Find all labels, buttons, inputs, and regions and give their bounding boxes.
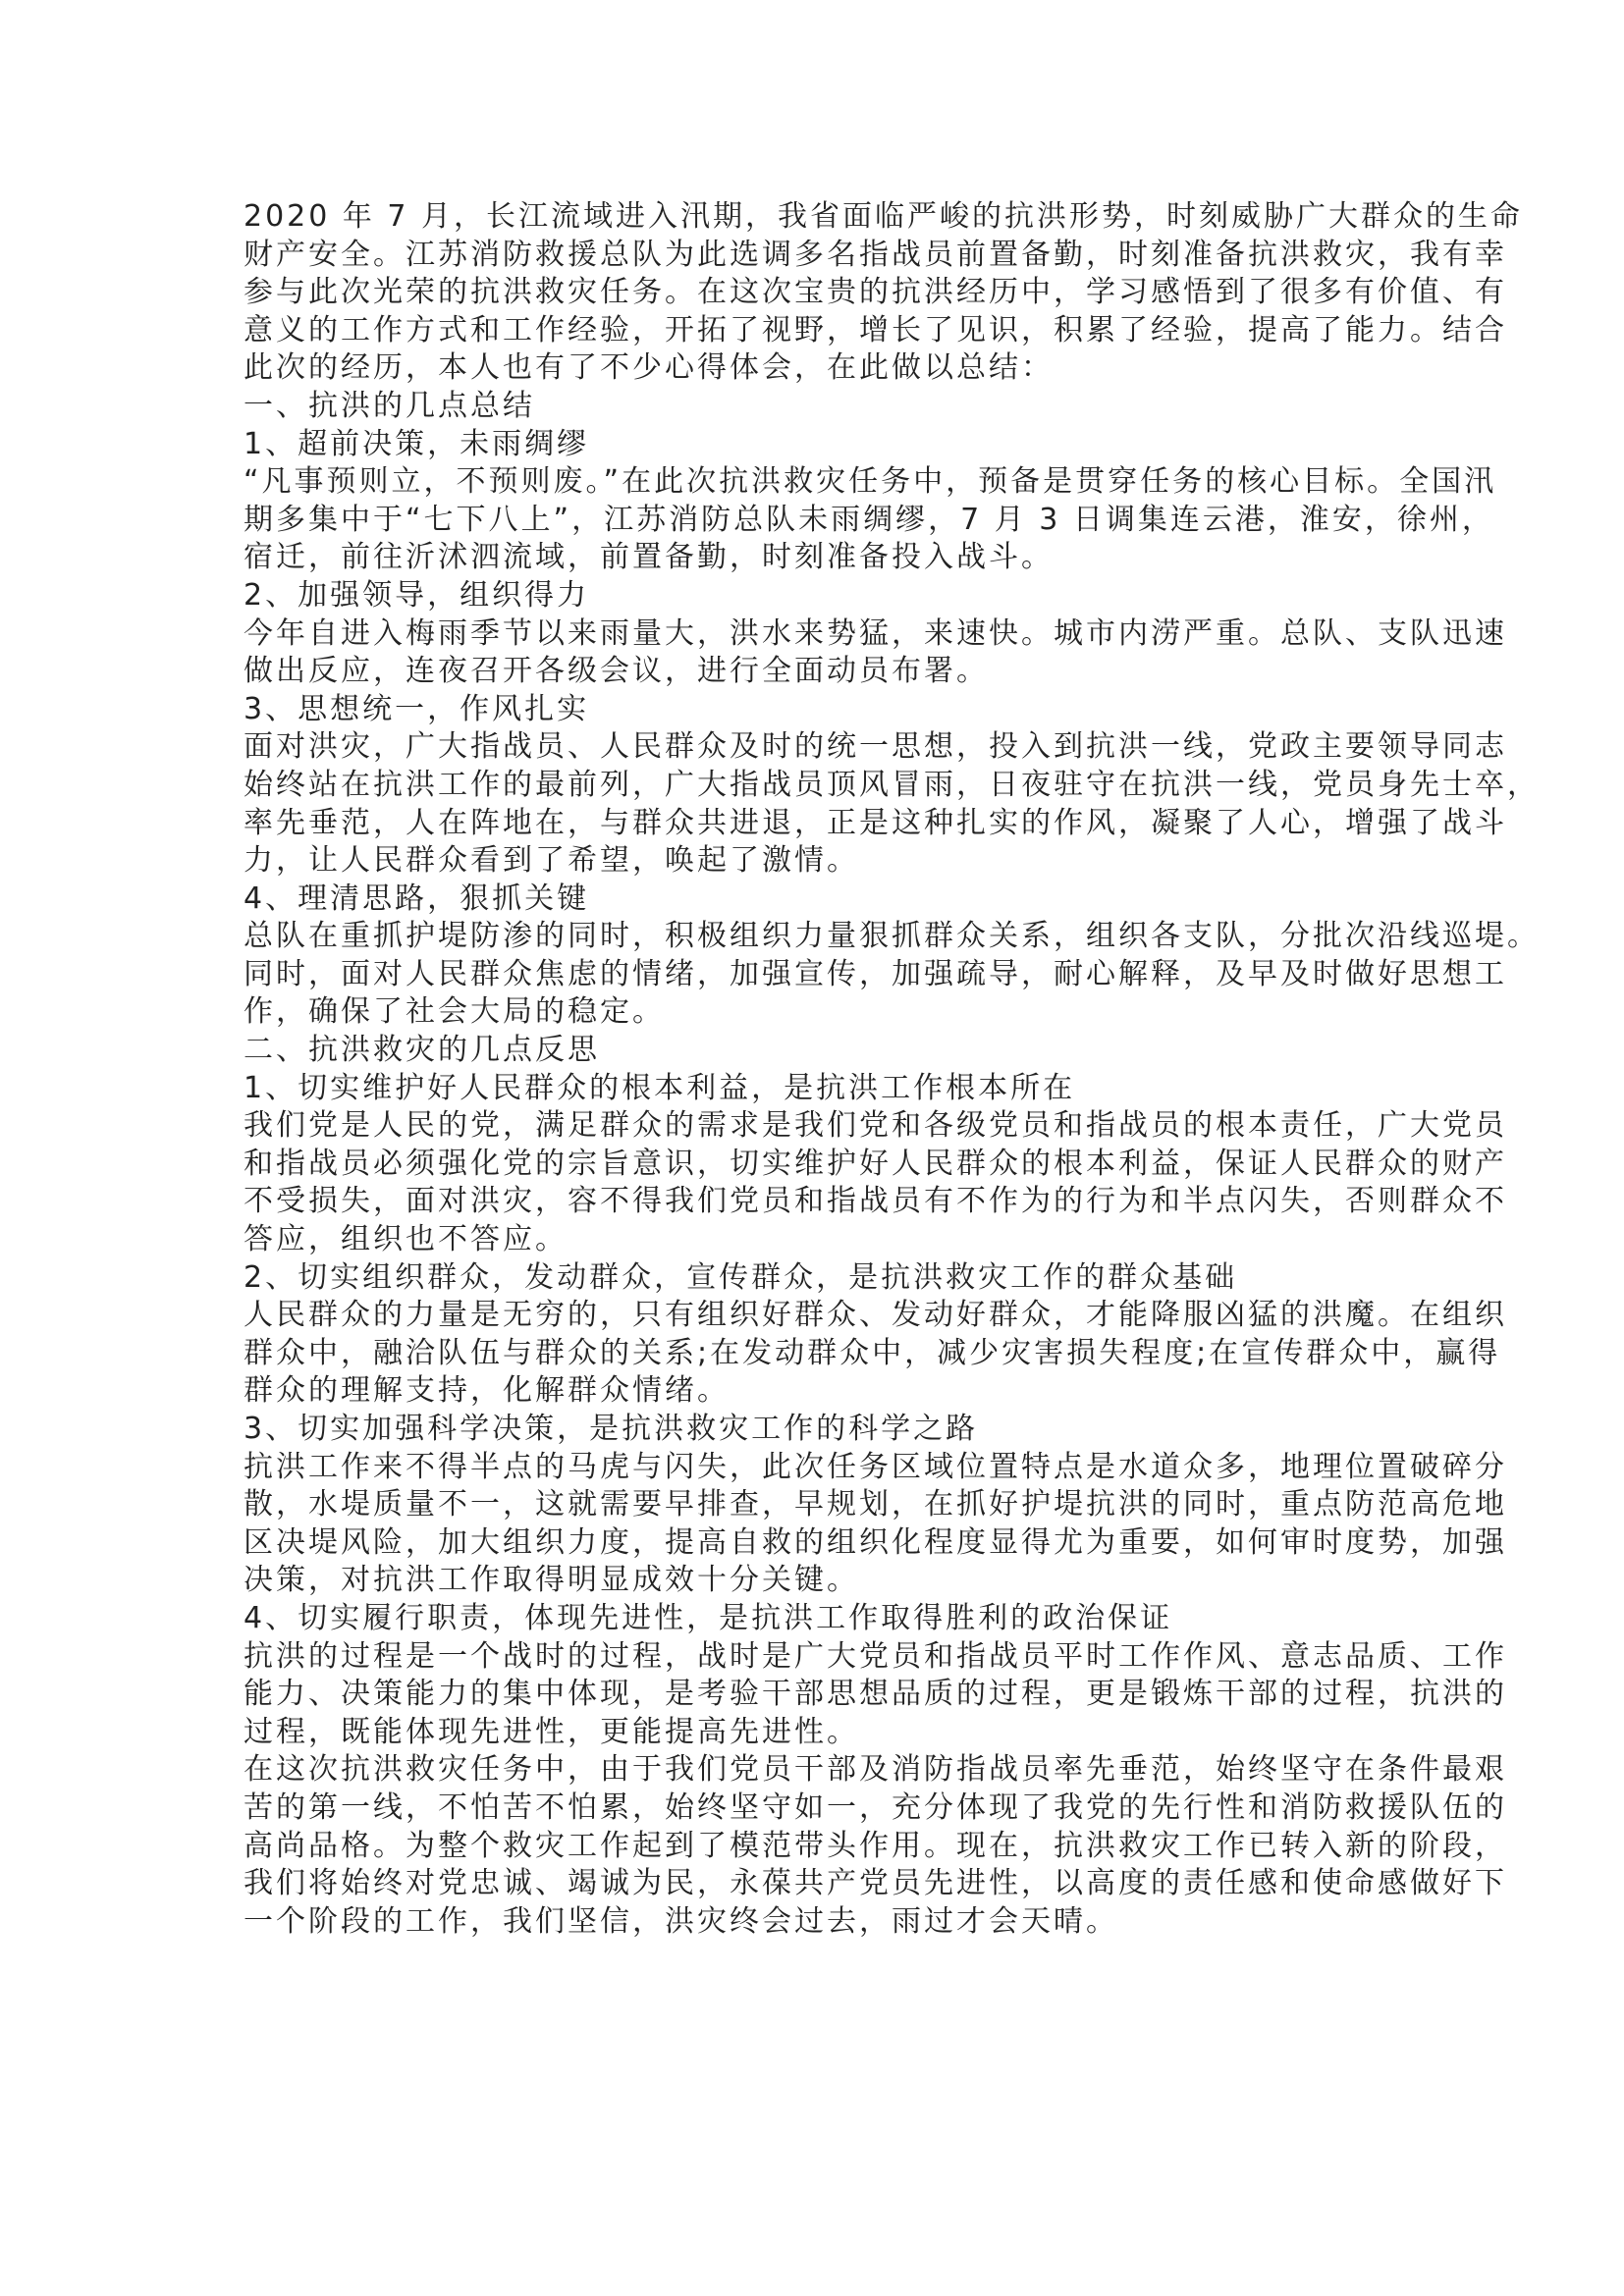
text-line: 期多集中于“七下八上”，江苏消防总队未雨绸缪，7 月 3 日调集连云港，淮安，徐州， bbox=[244, 502, 1494, 537]
text-line: 1、超前决策，未雨绸缪 bbox=[244, 426, 590, 461]
text-line: 3、切实加强科学决策，是抗洪救灾工作的科学之路 bbox=[244, 1412, 979, 1446]
text-line: 率先垂范，人在阵地在，与群众共进退，正是这种扎实的作风，凝聚了人心，增强了战斗 bbox=[244, 805, 1507, 840]
text-line: 力，让人民群众看到了希望，唤起了激情。 bbox=[244, 843, 859, 879]
text-line: 此次的经历，本人也有了不少心得体会，在此做以总结： bbox=[244, 350, 1054, 386]
text-line: 二、抗洪救灾的几点反思 bbox=[244, 1033, 600, 1068]
text-line: 今年自进入梅雨季节以来雨量大，洪水来势猛，来速快。城市内涝严重。总队、支队迅速 bbox=[244, 615, 1507, 651]
text-line: 群众中，融洽队伍与群众的关系;在发动群众中，减少灾害损失程度;在宣传群众中，赢得 bbox=[244, 1335, 1501, 1370]
text-line: 抗洪工作来不得半点的马虎与闪失，此次任务区域位置特点是水道众多，地理位置破碎分 bbox=[244, 1449, 1507, 1484]
text-line: 总队在重抓护堤防渗的同时，积极组织力量狠抓群众关系，组织各支队，分批次沿线巡堤。 bbox=[244, 919, 1540, 954]
text-line: 面对洪灾，广大指战员、人民群众及时的统一思想，投入到抗洪一线，党政主要领导同志 bbox=[244, 729, 1507, 765]
text-line: 意义的工作方式和工作经验，开拓了视野，增长了见识，积累了经验，提高了能力。结合 bbox=[244, 312, 1507, 347]
text-line: 2、切实组织群众，发动群众，宣传群众，是抗洪救灾工作的群众基础 bbox=[244, 1259, 1238, 1295]
text-line: 一、抗洪的几点总结 bbox=[244, 388, 535, 423]
text-line: 2020 年 7 月，长江流域进入汛期，我省面临严峻的抗洪形势，时刻威胁广大群众的生命 bbox=[244, 199, 1524, 234]
text-line: 始终站在抗洪工作的最前列，广大指战员顶风冒雨，日夜驻守在抗洪一线，党员身先士卒， bbox=[244, 767, 1540, 802]
text-line: 抗洪的过程是一个战时的过程，战时是广大党员和指战员平时工作作风、意志品质、工作 bbox=[244, 1638, 1507, 1674]
text-line: 作，确保了社会大局的稳定。 bbox=[244, 994, 665, 1030]
text-line: 苦的第一线，不怕苦不怕累，始终坚守如一，充分体现了我党的先行性和消防救援队伍的 bbox=[244, 1789, 1507, 1825]
text-line: 一个阶段的工作，我们坚信，洪灾终会过去，雨过才会天晴。 bbox=[244, 1903, 1118, 1939]
text-line: 财产安全。江苏消防救援总队为此选调多名指战员前置备勤，时刻准备抗洪救灾，我有幸 bbox=[244, 237, 1507, 272]
text-line: 过程，既能体现先进性，更能提高先进性。 bbox=[244, 1714, 859, 1749]
text-line: 答应，组织也不答应。 bbox=[244, 1222, 568, 1257]
text-line: 4、切实履行职责，体现先进性，是抗洪工作取得胜利的政治保证 bbox=[244, 1600, 1173, 1635]
text-line: 在这次抗洪救灾任务中，由于我们党员干部及消防指战员率先垂范，始终坚守在条件最艰 bbox=[244, 1752, 1507, 1788]
text-line: 同时，面对人民群众焦虑的情绪，加强宣传，加强疏导，耐心解释，及早及时做好思想工 bbox=[244, 956, 1507, 991]
text-line: 人民群众的力量是无穷的，只有组织好群众、发动好群众，才能降服凶猛的洪魔。在组织 bbox=[244, 1298, 1507, 1333]
text-line: 不受损失，面对洪灾，容不得我们党员和指战员有不作为的行为和半点闪失，否则群众不 bbox=[244, 1184, 1507, 1219]
text-line: 4、理清思路，狠抓关键 bbox=[244, 881, 590, 916]
text-line: 我们党是人民的党，满足群众的需求是我们党和各级党员和指战员的根本责任，广大党员 bbox=[244, 1108, 1507, 1144]
text-line: 区决堤风险，加大组织力度，提高自救的组织化程度显得尤为重要，如何审时度势，加强 bbox=[244, 1524, 1507, 1560]
text-line: 宿迁，前往沂沭泗流域，前置备勤，时刻准备投入战斗。 bbox=[244, 540, 1054, 575]
document-body bbox=[244, 198, 1540, 1941]
text-line: 我们将始终对党忠诚、竭诚为民，永葆共产党员先进性，以高度的责任感和使命感做好下 bbox=[244, 1866, 1507, 1901]
text-line: 决策，对抗洪工作取得明显成效十分关键。 bbox=[244, 1563, 859, 1598]
text-line: 2、加强领导，组织得力 bbox=[244, 577, 590, 613]
text-line: 3、思想统一，作风扎实 bbox=[244, 691, 590, 726]
text-line: 做出反应，连夜召开各级会议，进行全面动员布署。 bbox=[244, 654, 989, 689]
text-line: 高尚品格。为整个救灾工作起到了模范带头作用。现在，抗洪救灾工作已转入新的阶段， bbox=[244, 1828, 1507, 1863]
text-line: 和指战员必须强化党的宗旨意识，切实维护好人民群众的根本利益，保证人民群众的财产 bbox=[244, 1146, 1507, 1181]
text-line: 群众的理解支持，化解群众情绪。 bbox=[244, 1373, 730, 1409]
text-line: 1、切实维护好人民群众的根本利益，是抗洪工作根本所在 bbox=[244, 1070, 1076, 1105]
text-line: 参与此次光荣的抗洪救灾任务。在这次宝贵的抗洪经历中，学习感悟到了很多有价值、有 bbox=[244, 275, 1507, 310]
text-line: 散，水堤质量不一，这就需要早排查，早规划，在抓好护堤抗洪的同时，重点防范高危地 bbox=[244, 1487, 1507, 1522]
text-line: 能力、决策能力的集中体现，是考验干部思想品质的过程，更是锻炼干部的过程，抗洪的 bbox=[244, 1677, 1507, 1712]
text-line: “凡事预则立，不预则废。”在此次抗洪救灾任务中，预备是贯穿任务的核心目标。全国汛 bbox=[244, 464, 1497, 500]
